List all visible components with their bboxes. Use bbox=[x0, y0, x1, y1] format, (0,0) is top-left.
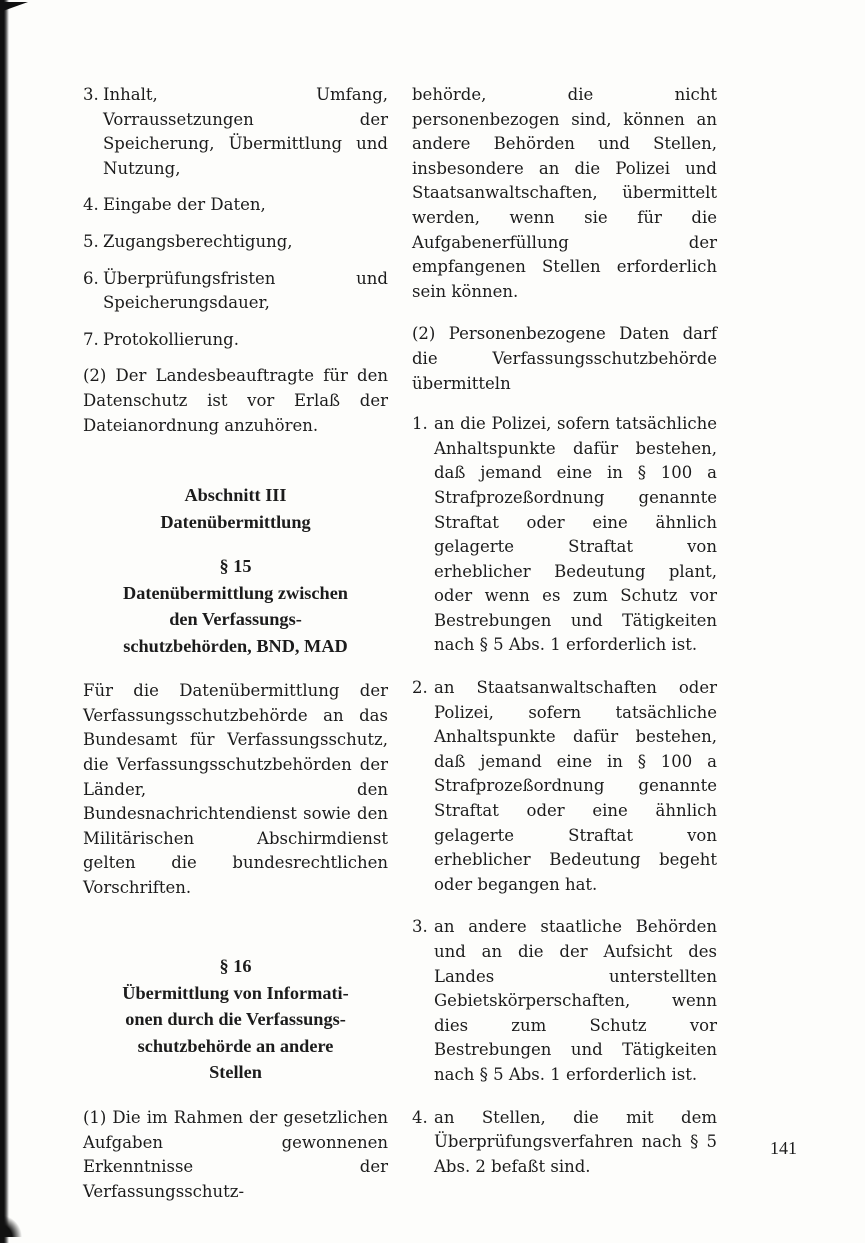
list-number: 3. bbox=[412, 917, 428, 937]
list-item bbox=[412, 1106, 717, 1180]
list-number: 7. bbox=[83, 329, 99, 349]
list-item bbox=[412, 915, 717, 1087]
list-text: an Staatsanwaltschaften oder Polizei, sofern tatsächliche Anhaltspunkte dafür bestehen, daß jemand eine in § 100 a Strafprozeßordnung genannte Straftat oder eine ähnlich gelagerte Straftat von erheblicher Bedeutung begeht oder begangen hat. bbox=[434, 678, 717, 894]
paragraph-continuation: behörde, die nicht personenbezogen sind, können an andere Behörden und Stellen, insbesondere an die Polizei und Staatsanwaltschaften, übermittelt werden, wenn sie für die Aufgabenerfüllung der empfangenen Stellen erforderlich sein können. bbox=[412, 85, 717, 301]
list-item bbox=[83, 328, 388, 353]
list-number: 2. bbox=[412, 678, 428, 698]
paragraph-16-abs1: (1) Die im Rahmen der gesetzlichen Aufgaben gewonnenen Erkenntnisse der Verfassungsschutz- bbox=[83, 1107, 388, 1201]
paragraph-number: § 15 bbox=[219, 556, 252, 577]
list-text: an Stellen, die mit dem Überprüfungsverfahren nach § 5 Abs. 2 befaßt sind. bbox=[434, 1107, 717, 1176]
paragraph-number: § 16 bbox=[219, 956, 252, 977]
left-column bbox=[83, 83, 388, 1204]
paragraph-abs2: (2) Der Landesbeauftragte für den Datenschutz ist vor Erlaß der Dateianordnung anzuhören. bbox=[83, 366, 388, 435]
scan-corner-mark-bottom bbox=[0, 1211, 30, 1237]
list-item bbox=[412, 676, 717, 897]
paragraph-title-line: den Verfassungs- bbox=[169, 609, 302, 630]
list-item bbox=[83, 230, 388, 255]
paragraph-15-text: Für die Datenübermittlung der Verfassungsschutzbehörde an das Bundesamt für Verfassungsschutz, die Verfassungsschutzbehörden der Länder, den Bundesnachrichtendienst sowie den Militärischen Abschirmdienst gelten die bundesrechtlichen Vorschriften. bbox=[83, 681, 388, 897]
list-number: 3. bbox=[83, 85, 99, 104]
list-number: 6. bbox=[83, 268, 99, 288]
section-heading: Abschnitt III bbox=[184, 485, 287, 506]
list-item bbox=[83, 83, 388, 181]
list-text: Inhalt, Umfang, Vorraussetzungen der Speicherung, Übermittlung und Nutzung, bbox=[103, 85, 388, 178]
list-number: 1. bbox=[412, 414, 428, 434]
list-text: Zugangsberechtigung, bbox=[103, 231, 293, 251]
list-text: an andere staatliche Behörden und an die der Aufsicht des Landes unterstellten Gebietskörperschaften, wenn dies zum Schutz vor Bestrebungen und Tätigkeiten nach § 5 Abs. 1 erforderlich ist. bbox=[434, 917, 717, 1084]
list-number: 4. bbox=[83, 195, 99, 215]
paragraph-title-line: Stellen bbox=[209, 1062, 262, 1083]
scan-shadow-edge bbox=[0, 0, 9, 1243]
list-item bbox=[83, 193, 388, 218]
list-number: 4. bbox=[412, 1107, 428, 1127]
page-number: 141 bbox=[770, 1138, 797, 1158]
list-text: Protokollierung. bbox=[103, 329, 239, 349]
right-column bbox=[412, 83, 717, 1179]
list-text: Überprüfungsfristen und Speicherungsdauer, bbox=[103, 268, 388, 313]
paragraph-title-line: schutzbehörde an andere bbox=[137, 1035, 334, 1056]
list-text: an die Polizei, sofern tatsächliche Anhaltspunkte dafür bestehen, daß jemand eine in § 100 a Strafprozeßordnung genannte Straftat oder eine ähnlich gelagerte Straftat von erheblicher Bedeutung plant, oder wenn es zum Schutz vor Bestrebungen und Tätigkeiten nach § 5 Abs. 1 erforderlich ist. bbox=[434, 414, 717, 655]
paragraph-title-line: schutzbehörden, BND, MAD bbox=[123, 635, 348, 656]
paragraph-title-line: Übermittlung von Informati- bbox=[122, 982, 349, 1003]
section-title: Datenübermittlung bbox=[160, 511, 311, 532]
scan-corner-mark bbox=[0, 2, 28, 12]
list-item bbox=[412, 412, 717, 658]
paragraph-title-line: onen durch die Verfassungs- bbox=[125, 1009, 346, 1030]
paragraph-abs2: (2) Personenbezogene Daten darf die Verfassungsschutzbehörde übermitteln bbox=[412, 324, 717, 393]
list-text: Eingabe der Daten, bbox=[103, 195, 266, 215]
list-number: 5. bbox=[83, 231, 99, 251]
paragraph-title-line: Datenübermittlung zwischen bbox=[123, 582, 348, 603]
list-item bbox=[83, 267, 388, 316]
